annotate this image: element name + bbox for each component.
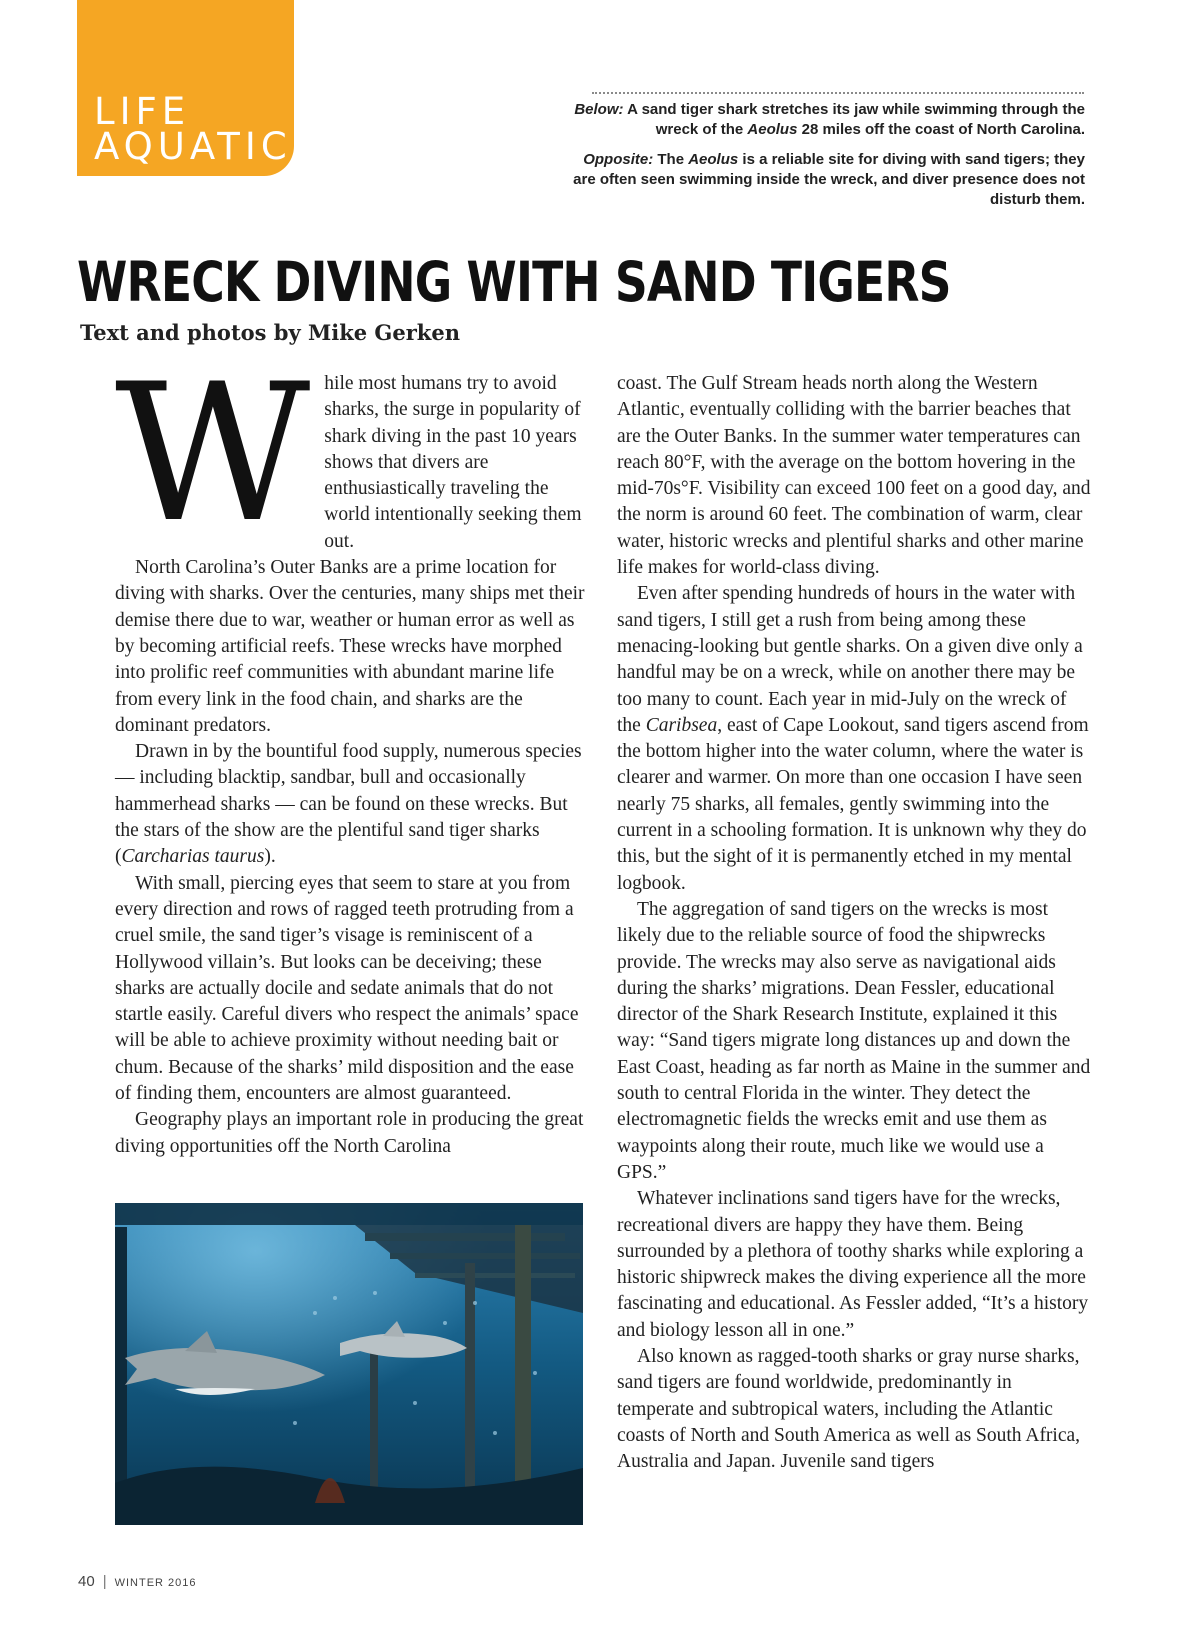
caption-below-label: Below: <box>574 101 624 118</box>
caption-opposite-text-end: is a reliable site for diving with sand tigers; they are often seen swimming inside the wreck, and diver presence does not disturb them. <box>573 151 1085 208</box>
footer-separator: | <box>102 1573 107 1590</box>
paragraph: coast. The Gulf Stream heads north along the Western Atlantic, eventually colliding with the barrier beaches that are the Outer Banks. In the summer water temperatures can reach 80°F, with the average on the bottom hovering in the mid-70s°F. Visibility can exceed 100 feet on a good day, and the norm is around 60 feet. The combination of warm, clear water, historic wrecks and plentiful sharks and other marine life makes for world-class diving. <box>617 373 1091 579</box>
paragraph-text: , east of Cape Lookout, sand tigers ascend from the bottom higher into the water column, where the water is clearer and warmer. On more than one occasion I have seen nearly 75 sharks, all females, gently swimming into the current in a schooling formation. It is unknown why they do this, but the sight of it is permanently etched in my mental logbook. <box>617 714 1089 894</box>
paragraph: North Carolina’s Outer Banks are a prime location for diving with sharks. Over the centuries, many ships met their demise there due to war, weather or human error as well as by becoming artificial reefs. These wrecks have morphed into prolific reef communities with abundant marine life from every link in the food chain, and sharks are the dominant predators. <box>115 557 585 736</box>
section-tab-line1: LIFE <box>94 90 191 133</box>
shark-wreck-photo <box>115 1203 583 1525</box>
species-name: Carcharias taurus <box>121 846 265 868</box>
drop-cap: W <box>115 343 311 564</box>
page-footer <box>78 1573 197 1591</box>
paragraph: With small, piercing eyes that seem to stare at you from every direction and rows of ragged teeth protruding from a cruel smile, the sand tiger’s visage is reminiscent of a Hollywood villain’s. But looks can be deceiving; these sharks are actually docile and sedate animals that do not startle easily. Careful divers who respect the animals’ space will be able to achieve proximity without needing bait or chum. Because of the sharks’ mild disposition and the ease of finding them, encounters are almost guaranteed. <box>115 872 579 1105</box>
ship-name: Caribsea <box>645 714 718 736</box>
paragraph: Also known as ragged-tooth sharks or gray nurse sharks, sand tigers are found worldwide, predominantly in temperate and subtropical waters, including the Atlantic coasts of North and South America as well as South Africa, Australia and Japan. Juvenile sand tigers <box>617 1345 1081 1473</box>
caption-below-text-end: 28 miles off the coast of North Carolina. <box>797 121 1085 138</box>
issue-label: WINTER 2016 <box>114 1577 197 1589</box>
paragraph: Geography plays an important role in producing the great diving opportunities off the North Carolina <box>115 1109 584 1157</box>
caption-opposite <box>565 150 1085 210</box>
caption-below <box>565 100 1085 140</box>
body-column-left <box>115 343 585 1160</box>
paragraph: hile most humans try to avoid sharks, the surge in popularity of shark diving in the past 10 years shows that divers are enthusiastically traveling the world intentionally seeking them out. <box>324 373 582 552</box>
caption-below-text: A sand tiger shark stretches its jaw while swimming through the wreck of the <box>623 101 1085 138</box>
caption-opposite-text: The <box>653 151 689 168</box>
page-number: 40 <box>78 1573 95 1590</box>
byline: Text and photos by Mike Gerken <box>80 320 460 345</box>
caption-divider <box>592 92 1084 94</box>
section-tab-line2: AQUATIC <box>94 125 292 168</box>
paragraph <box>115 739 585 870</box>
paragraph-text: ). <box>264 846 276 868</box>
article-title: WRECK DIVING WITH SAND TIGERS <box>77 250 951 314</box>
caption-below-ship: Aeolus <box>747 121 798 138</box>
paragraph-text: Even after spending hundreds of hours in the water with sand tigers, I still get a rush from being among these menacing-looking but gentle sharks. On a given dive only a handful may be on a wreck, while on another there may be too many to count. Each year in mid-July on the wreck of the <box>617 583 1083 736</box>
paragraph-text: Drawn in by the bountiful food supply, numerous species — including blacktip, sandbar, bull and occasionally hammerhead sharks — can be found on these wrecks. But the stars of the show are the plentiful sand tiger sharks ( <box>115 741 582 868</box>
paragraph: The aggregation of sand tigers on the wrecks is most likely due to the reliable source of food the shipwrecks provide. The wrecks may also serve as navigational aids during the sharks’ migrations. Dean Fessler, educational director of the Shark Research Institute, explained it this way: “Sand tigers migrate long distances up and down the East Coast, heading as far north as Maine in the summer and south to central Florida in the winter. They detect the electromagnetic fields the wrecks emit and use them as waypoints along their route, much like we would use a GPS.” <box>617 898 1091 1183</box>
caption-opposite-label: Opposite: <box>583 151 654 168</box>
caption-opposite-ship: Aeolus <box>688 151 739 168</box>
body-column-right <box>617 371 1092 1475</box>
section-tab <box>77 0 294 176</box>
paragraph <box>617 581 1092 897</box>
paragraph: Whatever inclinations sand tigers have for the wrecks, recreational divers are happy they have them. Being surrounded by a plethora of toothy sharks while exploring a historic shipwreck makes the diving experience all the more fascinating and educational. As Fessler added, “It’s a history and biology lesson all in one.” <box>617 1188 1089 1341</box>
